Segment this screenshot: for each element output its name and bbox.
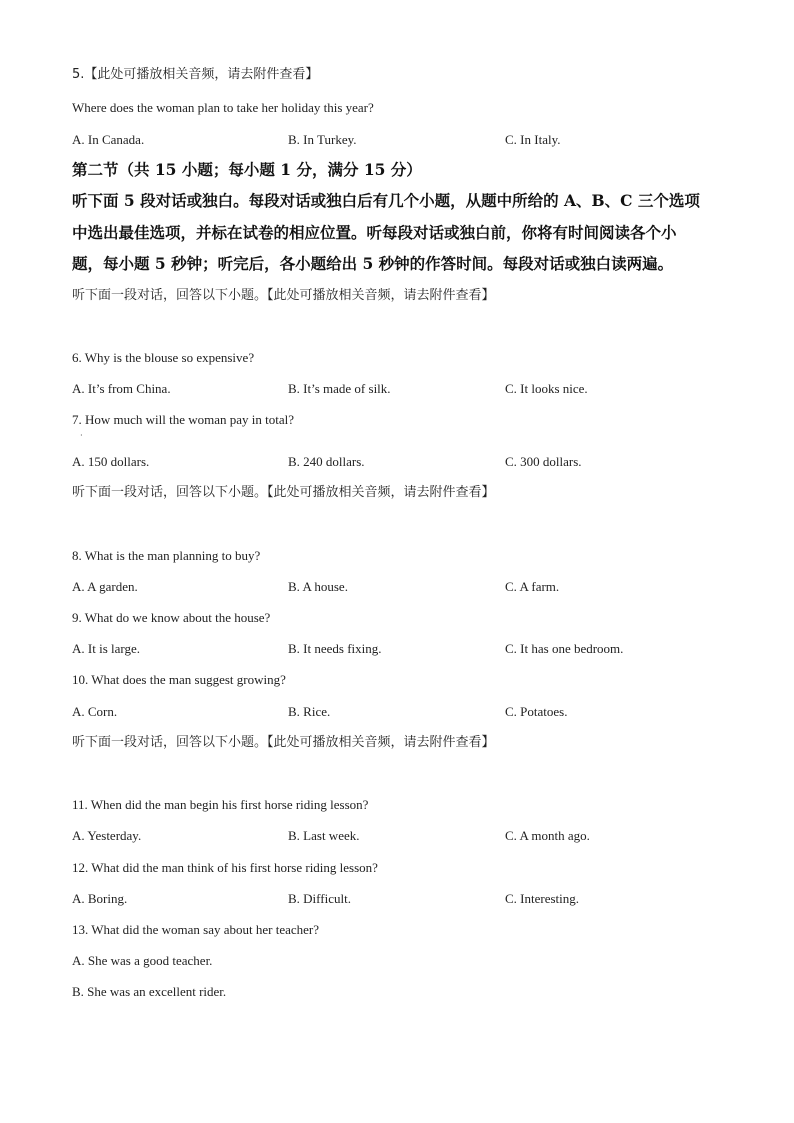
question-5-option-c: C. In Italy. (505, 132, 561, 147)
section-2-instruction-line-3: 题，每小题 5 秒钟；听完后，各小题给出 5 秒钟的作答时间。每段对话或独白读两遍。 (72, 254, 674, 273)
question-10-text: 10. What does the man suggest growing? (72, 672, 286, 687)
stray-mark: · (80, 431, 83, 440)
question-5-option-b: B. In Turkey. (288, 132, 357, 147)
question-10-option-b: B. Rice. (288, 704, 331, 719)
question-12-option-c: C. Interesting. (505, 891, 580, 906)
question-7-option-a: A. 150 dollars. (72, 454, 150, 469)
question-9-option-a: A. It is large. (72, 641, 140, 656)
question-8-text: 8. What is the man planning to buy? (72, 548, 261, 563)
question-13-text: 13. What did the woman say about her teacher? (72, 922, 320, 937)
question-11-option-b: B. Last week. (288, 828, 360, 843)
question-8-option-a: A. A garden. (72, 579, 138, 594)
question-9-option-b: B. It needs fixing. (288, 641, 382, 656)
question-7-option-b: B. 240 dollars. (288, 454, 365, 469)
question-13-option-b: B. She was an excellent rider. (72, 984, 227, 999)
question-9-option-c: C. It has one bedroom. (505, 641, 624, 656)
section-2-heading: 第二节（共 15 小题；每小题 1 分，满分 15 分） (72, 160, 422, 179)
question-8-option-c: C. A farm. (505, 579, 560, 594)
question-6-option-a: A. It’s from China. (72, 381, 171, 396)
question-8-option-b: B. A house. (288, 579, 348, 594)
question-7-option-c: C. 300 dollars. (505, 454, 582, 469)
section-2-instruction-line-1: 听下面 5 段对话或独白。每段对话或独白后有几个小题，从题中所给的 A、B、C 三个选项 (72, 191, 700, 210)
question-12-option-a: A. Boring. (72, 891, 128, 906)
question-12-text: 12. What did the man think of his first horse riding lesson? (72, 860, 378, 875)
question-6-option-c: C. It looks nice. (505, 381, 588, 396)
question-11-option-a: A. Yesterday. (72, 828, 142, 843)
question-5-text: Where does the woman plan to take her holiday this year? (72, 100, 374, 115)
question-13-option-a: A. She was a good teacher. (72, 953, 213, 968)
dialogue-audio-prompt: 听下面一段对话，回答以下小题。【此处可播放相关音频，请去附件查看】 (72, 485, 495, 500)
question-10-option-a: A. Corn. (72, 704, 118, 719)
question-6-text: 6. Why is the blouse so expensive? (72, 350, 255, 365)
question-10-option-c: C. Potatoes. (505, 704, 568, 719)
question-5-audio-prompt: 5.【此处可播放相关音频，请去附件查看】 (72, 67, 319, 82)
question-11-text: 11. When did the man begin his first horse riding lesson? (72, 797, 369, 812)
question-11-option-c: C. A month ago. (505, 828, 590, 843)
question-6-option-b: B. It’s made of silk. (288, 381, 391, 396)
question-5-option-a: A. In Canada. (72, 132, 145, 147)
dialogue-audio-prompt: 听下面一段对话，回答以下小题。【此处可播放相关音频，请去附件查看】 (72, 735, 495, 750)
dialogue-audio-prompt: 听下面一段对话，回答以下小题。【此处可播放相关音频，请去附件查看】 (72, 288, 495, 303)
section-2-instruction-line-2: 中选出最佳选项，并标在试卷的相应位置。听每段对话或独白前，你将有时间阅读各个小 (72, 223, 677, 242)
question-9-text: 9. What do we know about the house? (72, 610, 271, 625)
question-7-text: 7. How much will the woman pay in total? (72, 412, 295, 427)
question-12-option-b: B. Difficult. (288, 891, 351, 906)
